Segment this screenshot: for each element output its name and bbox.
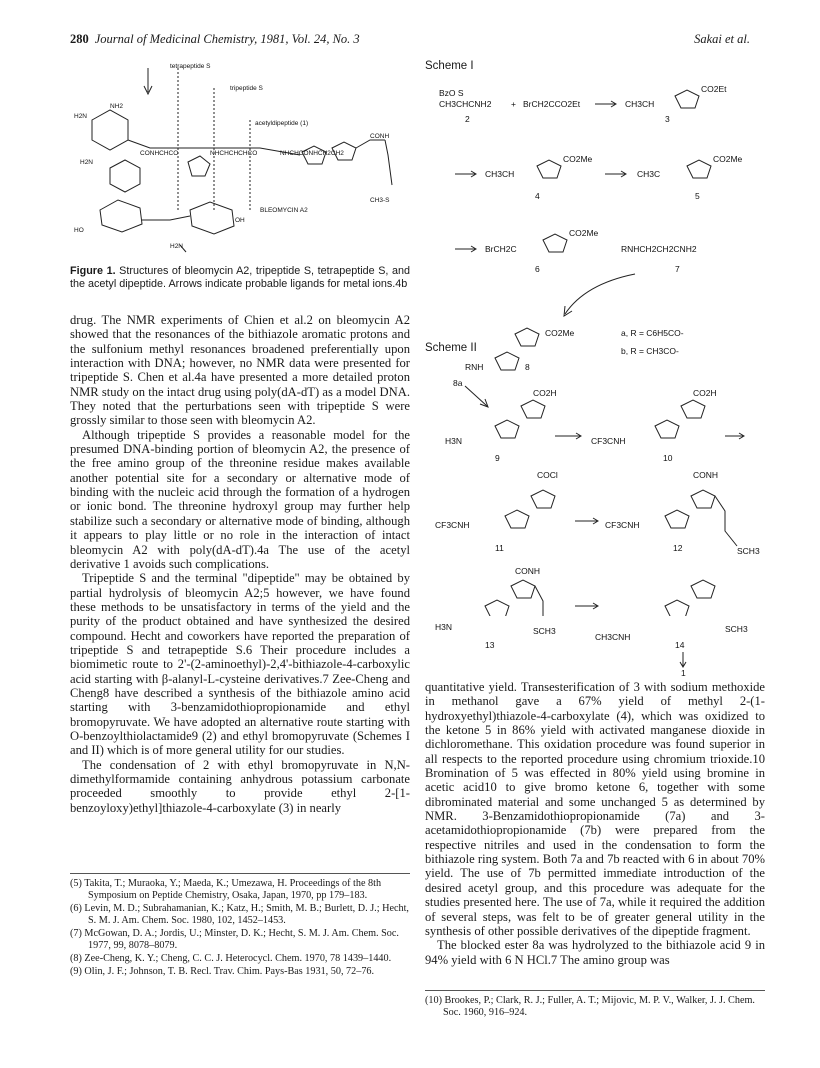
svg-text:RNH: RNH <box>465 362 484 372</box>
left-column <box>70 60 411 977</box>
left-footnotes <box>70 873 410 979</box>
scheme-2-title: Scheme II <box>425 342 477 354</box>
scheme2-number-1: 1 <box>681 668 686 678</box>
svg-text:CO2H: CO2H <box>693 388 717 398</box>
svg-text:SCH3: SCH3 <box>533 626 556 636</box>
scheme2-number-12: 12 <box>673 543 683 553</box>
reference-item: (7) McGowan, D. A.; Jordis, U.; Minster, D. K.; Hecht, S. M. J. Am. Chem. Soc. 1977, 99, 8078–8079. <box>70 927 399 951</box>
scheme1-number-5: 5 <box>695 191 700 201</box>
scheme1-bromopyruvate: BrCH2CCO2Et <box>523 99 581 109</box>
journal-citation: Journal of Medicinal Chemistry, 1981, Vol. 24, No. 3 <box>94 32 360 46</box>
scheme1-number-2: 2 <box>465 114 470 124</box>
scheme-2-bottom <box>425 618 765 678</box>
svg-text:H2N: H2N <box>80 159 94 166</box>
figure-caption-label: Figure 1. <box>70 265 116 277</box>
svg-text:CO2H: CO2H <box>533 388 557 398</box>
svg-text:CO2Et: CO2Et <box>701 84 727 94</box>
left-paragraph-3: Tripeptide S and the terminal "dipeptide" may be obtained by partial hydrolysis of bleomycin A2;5 however, we have found these methods to be unsatisfactory in terms of the yield and the purity of the product obtained and have synthesized the desired compound. Hecht and coworkers have reported the preparation of tripeptide S and tetrapeptide S.6 Their procedure includes a biomimetic route to 2'-(2-aminoethyl)-2,4'-bithiazole-4-carboxylic acid starting with β-alanyl-L-cysteine derivatives.7 Zee-Cheng and Cheng8 have described a synthesis of the bithiazole amino acid starting with 3-benzamidothiopropionamide and ethyl bromopyruvate. We have adopted an alternative route starting with O-benzoylthiolactamide9 (2) and ethyl bromopyruvate (Schemes I and II) which is of more general utility for our studies. <box>70 571 410 758</box>
schemes-area <box>425 60 765 615</box>
right-paragraph-1: quantitative yield. Transesterification of 3 with sodium methoxide in methanol gave a 67% yield of methyl 2-(1-hydroxyethyl)thiazole-4-carboxylate (4), which was oxidized to the ketone 5 in 86% yield with activated manganese dioxide in dichloromethane. This oxidation procedure was found superior in all respects to the reported procedure using chromium trioxide.10 Bromination of 5 was effected in 80% yield using bromine in acetic acid10 to give bromo ketone 6, together with some dibrominated material and some unchanged 5 as determined by NMR. 3-Benzamidothiopropionamide (7a) and 3-acetamidothiopropionamide (7b) were prepared from the respective nitriles and used in the condensation to form the bithiazole ring system. Both 7a and 7b reacted with 6 in about 70% yield. The use of 7b permitted immediate introduction of the desired acetyl group, and this procedure was adequate for the studies presented here. The use of 7a, while it required the addition of several steps, was felt to be of greater general utility in the synthesis of other possible derivatives of the dipeptide fragment. <box>425 680 765 938</box>
svg-text:CH3CHCNH2: CH3CHCNH2 <box>439 99 492 109</box>
scheme2-number-11: 11 <box>495 543 504 553</box>
scheme1-plus: + <box>511 99 516 109</box>
right-footnotes <box>425 990 765 1020</box>
svg-text:HO: HO <box>74 227 84 234</box>
fig-label-tetrapeptide: tetrapeptide S <box>170 63 211 70</box>
svg-text:CONHCHCO: CONHCHCO <box>140 150 179 157</box>
footnote-rule <box>70 873 410 874</box>
scheme-1-drawing <box>425 74 765 374</box>
page-number: 280 <box>70 32 89 46</box>
figure-caption-text: Structures of bleomycin A2, tripeptide S, tetrapeptide S, and the acetyl dipeptide. Arrows indicate probable ligands for metal ions.4b <box>70 265 411 290</box>
right-paragraph-2: The blocked ester 8a was hydrolyzed to the bithiazole acid 9 in 94% yield with 6 N HCl.7 The amino group was <box>425 938 765 967</box>
svg-text:CO2Me: CO2Me <box>713 154 743 164</box>
scheme-1-title: Scheme I <box>425 60 474 72</box>
right-column <box>425 60 765 1018</box>
reference-list-right <box>425 995 765 1019</box>
left-paragraph-4: The condensation of 2 with ethyl bromopyruvate in N,N-dimethylformamide containing anhydrous potassium carbonate proceeded smoothly to provide ethyl 2-[1-benzoyloxy)ethyl]thiazole-4-carboxylate (3) in nearly <box>70 757 410 815</box>
reference-item: (8) Zee-Cheng, K. Y.; Cheng, C. C. J. Heterocycl. Chem. 1970, 78 1439–1440. <box>70 952 392 964</box>
svg-text:CH3-S: CH3-S <box>370 197 390 204</box>
scheme-2-drawing <box>425 356 765 616</box>
left-paragraph-2: Although tripeptide S provides a reasonable model for the presumed DNA-binding portion of bleomycin A2, the presence of the free amino group of the threonine residue makes available another potential site for a secondary or alternative mode of binding with the nucleic acid through the formation of a hydrogen or ionic bond. The threonine hydroxyl group may further help stabilize such a secondary or alternative mode of binding, although it appears to play little or no role in the interaction of intact bleomycin A2 with poly(dA-dT).4a The use of the acetyl derivative 1 avoids such complications. <box>70 427 410 571</box>
fig-label-acetyl: acetyldipeptide (1) <box>255 120 309 127</box>
svg-text:NHCHCONHCH2CH2: NHCHCONHCH2CH2 <box>280 150 344 157</box>
svg-text:OH: OH <box>235 217 245 224</box>
bleomycin-structure-drawing <box>70 60 410 255</box>
svg-text:CF3CNH: CF3CNH <box>605 520 640 530</box>
svg-text:BzO S: BzO S <box>439 88 464 98</box>
svg-text:H2N: H2N <box>170 243 184 250</box>
scheme1-number-6: 6 <box>535 264 540 274</box>
reference-item: (10) Brookes, P.; Clark, R. J.; Fuller, A. T.; Mijovic, M. P. V., Walker, J. J. Chem. Soc. 1960, 916–924. <box>425 995 755 1018</box>
scheme2-number-9: 9 <box>495 453 500 463</box>
footnote-rule <box>425 990 765 991</box>
svg-text:CF3CNH: CF3CNH <box>591 436 626 446</box>
scheme2-number-10: 10 <box>663 453 673 463</box>
figure-caption <box>70 265 410 290</box>
svg-text:CH3CNH: CH3CNH <box>595 632 631 642</box>
running-header-authors: Sakai et al. <box>694 32 750 46</box>
scheme2-start-8a: 8a <box>453 378 463 388</box>
scheme1-number-3: 3 <box>665 114 670 124</box>
svg-text:NH2: NH2 <box>110 103 124 110</box>
scheme2-number-13: 13 <box>485 640 495 650</box>
scheme1-r-b: b, R = CH3CO- <box>621 346 679 356</box>
scheme1-number-7: 7 <box>675 264 680 274</box>
svg-text:CO2Me: CO2Me <box>563 154 593 164</box>
reference-list-left <box>70 878 410 978</box>
fig-label-bleomycin: BLEOMYCIN A2 <box>260 207 308 214</box>
svg-text:CONH: CONH <box>515 566 541 576</box>
left-paragraph-1: drug. The NMR experiments of Chien et al.2 on bleomycin A2 showed that the resonances of the bithiazole aromatic protons and the sulfonium methyl resonances broadened preferentially upon interaction with DNA; however, no NMR data were presented for tripeptide S. Chen et al.4a have presented a more detailed proton NMR study on the intact drug using poly(dA-dT) as a model DNA. They noted that the perturbations seen with tripeptide S were grossly similar to those seen with bleomycin A2. <box>70 313 410 428</box>
svg-text:SCH3: SCH3 <box>737 546 760 556</box>
running-header-left <box>70 32 360 47</box>
svg-text:CF3CNH: CF3CNH <box>435 520 470 530</box>
reference-item: (6) Levin, M. D.; Subrahamanian, K.; Katz, H.; Smith, M. B.; Burlett, D. J.; Hecht, S. M. J. Am. Chem. Soc. 1980, 102, 1452–1453. <box>70 902 409 926</box>
svg-text:H2N: H2N <box>74 113 88 120</box>
svg-text:CH3C: CH3C <box>637 169 661 179</box>
svg-text:CO2Me: CO2Me <box>569 228 599 238</box>
svg-text:CO2Me: CO2Me <box>545 328 575 338</box>
fig-label-tripeptide: tripeptide S <box>230 85 263 92</box>
svg-text:H3N: H3N <box>445 436 463 446</box>
svg-text:CH3CH: CH3CH <box>625 99 655 109</box>
svg-text:NHCHCHCHCO: NHCHCHCHCO <box>210 150 258 157</box>
scheme1-r-a: a, R = C6H5CO- <box>621 328 684 338</box>
svg-text:H3N: H3N <box>435 622 453 632</box>
svg-text:CONH: CONH <box>370 133 390 140</box>
svg-text:CH3CH: CH3CH <box>485 169 515 179</box>
svg-text:CONH: CONH <box>693 470 719 480</box>
svg-text:BrCH2C: BrCH2C <box>485 244 517 254</box>
scheme-2-bottom-drawing <box>425 618 765 678</box>
svg-text:SCH3: SCH3 <box>725 624 748 634</box>
scheme1-amide-7: RNHCH2CH2CNH2 <box>621 244 697 254</box>
figure-1 <box>70 60 411 290</box>
left-body-text <box>70 313 410 815</box>
scheme1-number-4: 4 <box>535 191 540 201</box>
svg-text:COCl: COCl <box>537 470 558 480</box>
scheme2-number-14: 14 <box>675 640 685 650</box>
reference-item: (9) Olin, J. F.; Johnson, T. B. Recl. Trav. Chim. Pays-Bas 1931, 50, 72–76. <box>70 965 375 977</box>
scheme1-number-8: 8 <box>525 362 530 372</box>
right-body-text <box>425 680 765 967</box>
reference-item: (5) Takita, T.; Muraoka, Y.; Maeda, K.; Umezawa, H. Proceedings of the 8th Symposium on Peptide Chemistry, Osaka, Japan, 1970, pp 179–183. <box>70 878 382 901</box>
